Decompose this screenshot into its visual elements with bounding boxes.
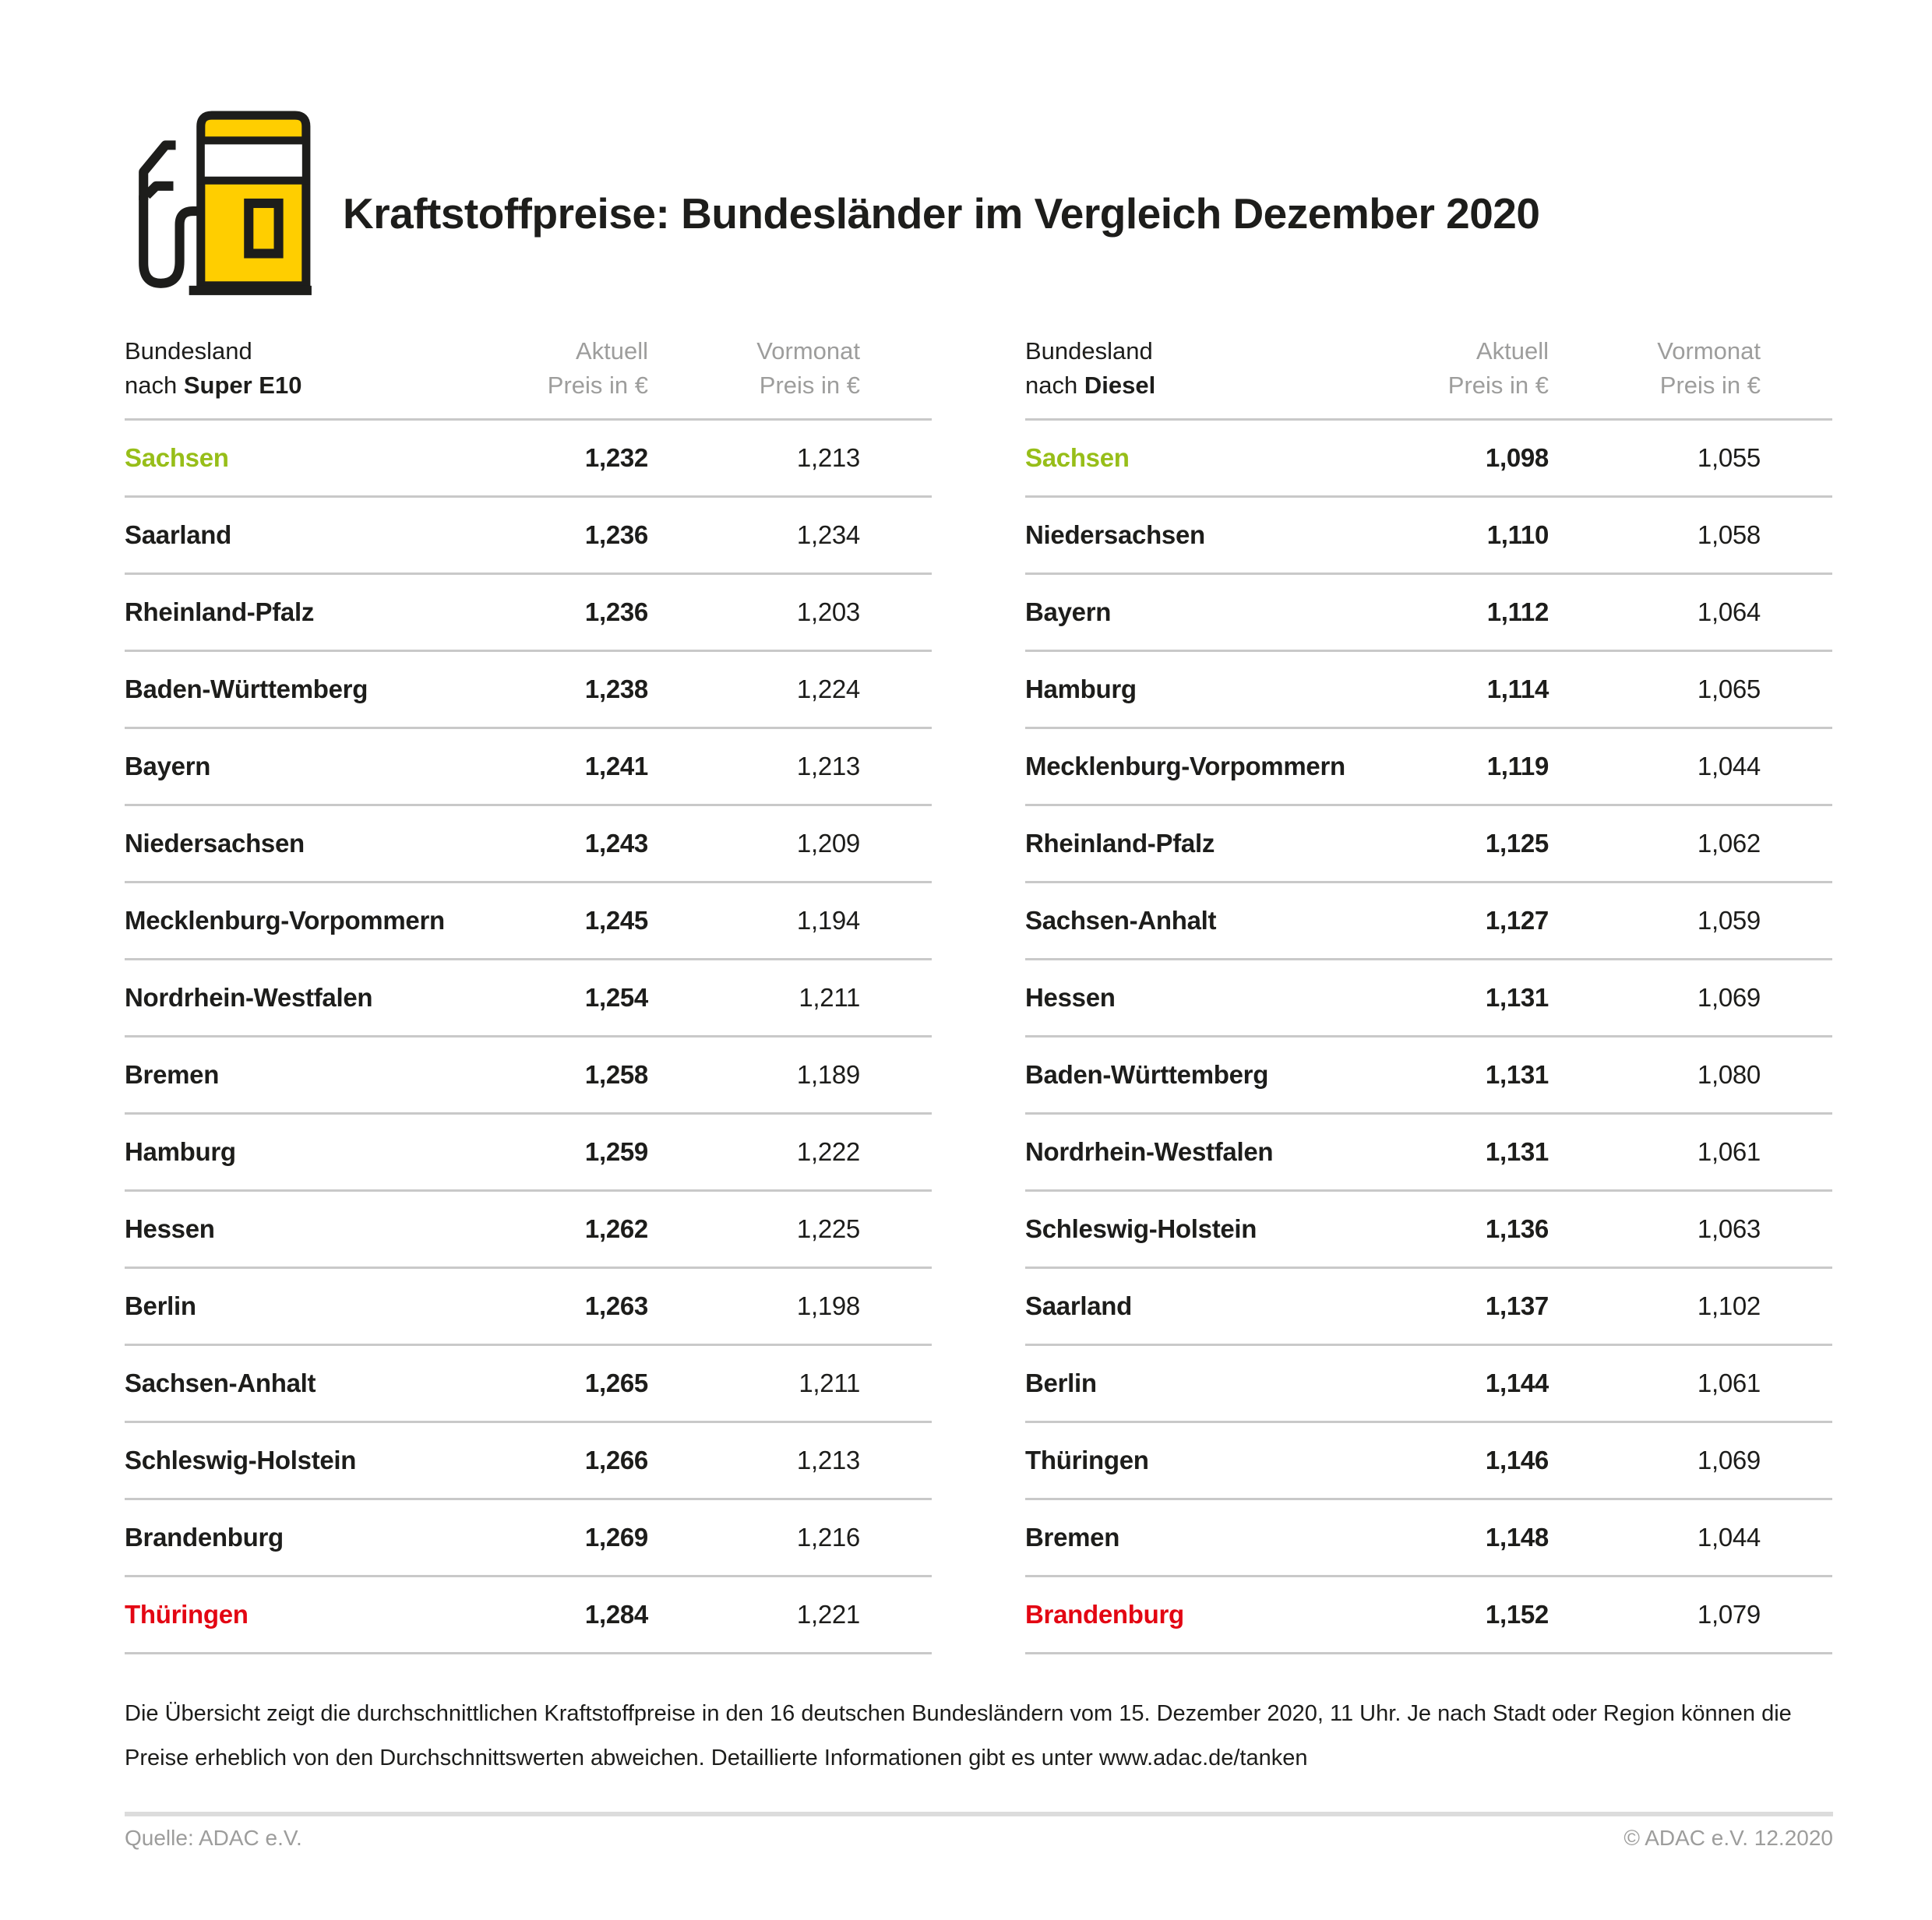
current-price: 1,131	[1485, 1137, 1549, 1166]
table-row	[125, 1577, 932, 1654]
brand-header	[123, 107, 1539, 308]
current-price: 1,131	[1485, 983, 1549, 1012]
state-name: Nordrhein-Westfalen	[1025, 1137, 1274, 1166]
state-name: Niedersachsen	[125, 829, 305, 858]
column-header-vormonat: Vormonat Preis in €	[756, 337, 860, 399]
state-name: Rheinland-Pfalz	[125, 597, 315, 626]
price-tables	[125, 331, 1832, 1654]
state-name: Thüringen	[1025, 1446, 1149, 1474]
current-price: 1,266	[584, 1446, 648, 1474]
page-title: Kraftstoffpreise: Bundesländer im Vergleich Dezember 2020	[343, 189, 1540, 238]
state-name: Bayern	[125, 752, 211, 780]
table-row	[125, 1115, 932, 1192]
current-price: 1,137	[1485, 1291, 1549, 1320]
previous-month-price: 1,211	[799, 1369, 860, 1397]
table-row	[1025, 1115, 1832, 1192]
footer-divider	[125, 1812, 1833, 1816]
previous-month-price: 1,059	[1697, 906, 1761, 935]
state-name: Brandenburg	[1025, 1600, 1184, 1629]
previous-month-price: 1,213	[796, 752, 860, 780]
current-price: 1,262	[584, 1214, 648, 1243]
previous-month-price: 1,189	[796, 1060, 860, 1089]
current-price: 1,136	[1485, 1214, 1549, 1243]
footnote-line-2: Preise erheblich von den Durchschnittswerten abweichen. Detaillierte Informationen gibt es unter www.adac.de/tanken	[125, 1746, 1308, 1770]
source-label: Quelle: ADAC e.V.	[125, 1826, 302, 1850]
table-row	[1025, 652, 1832, 729]
current-price: 1,236	[584, 520, 648, 549]
table-row	[125, 1423, 932, 1500]
state-name: Bremen	[125, 1060, 220, 1089]
table-row	[1025, 421, 1832, 498]
table-row	[125, 652, 932, 729]
table-row	[125, 1192, 932, 1269]
table-row	[125, 1500, 932, 1577]
previous-month-price: 1,065	[1697, 675, 1761, 703]
state-name: Saarland	[125, 520, 231, 549]
state-name: Sachsen-Anhalt	[125, 1369, 316, 1397]
previous-month-price: 1,234	[796, 520, 860, 549]
column-header-aktuell: Aktuell Preis in €	[547, 337, 648, 399]
current-price: 1,236	[584, 597, 648, 626]
previous-month-price: 1,221	[796, 1600, 860, 1629]
table-body	[1025, 421, 1832, 1654]
current-price: 1,258	[584, 1060, 648, 1089]
table-row	[1025, 575, 1832, 652]
current-price: 1,125	[1485, 829, 1549, 858]
previous-month-price: 1,213	[796, 1446, 860, 1474]
state-name: Baden-Württemberg	[125, 675, 368, 703]
previous-month-price: 1,069	[1697, 1446, 1761, 1474]
fuel-pump-icon	[123, 107, 319, 308]
current-price: 1,127	[1485, 906, 1549, 935]
current-price: 1,232	[584, 443, 648, 472]
state-name: Mecklenburg-Vorpommern	[1025, 752, 1345, 780]
current-price: 1,269	[584, 1523, 648, 1552]
state-name: Bayern	[1025, 597, 1112, 626]
state-name: Mecklenburg-Vorpommern	[125, 906, 445, 935]
fuel-type-label: Super E10	[183, 372, 302, 399]
previous-month-price: 1,079	[1697, 1600, 1761, 1629]
previous-month-price: 1,064	[1697, 597, 1761, 626]
footnote-line-1: Die Übersicht zeigt die durchschnittlichen Kraftstoffpreise in den 16 deutschen Bundesländern vom 15. Dezember 2020, 11 Uhr. Je nach Stadt oder Region können die	[125, 1701, 1792, 1726]
table-body	[125, 421, 932, 1654]
current-price: 1,241	[584, 752, 648, 780]
table-row	[1025, 498, 1832, 575]
state-name: Hessen	[1025, 983, 1116, 1012]
table-header	[125, 331, 932, 421]
table-row	[1025, 1577, 1832, 1654]
current-price: 1,148	[1485, 1523, 1549, 1552]
previous-month-price: 1,102	[1697, 1291, 1761, 1320]
table-header	[1025, 331, 1832, 421]
column-header-bundesland: Bundesland nach Diesel	[1025, 337, 1156, 399]
state-name: Saarland	[1025, 1291, 1132, 1320]
current-price: 1,243	[584, 829, 648, 858]
state-name: Berlin	[125, 1291, 196, 1320]
table-row	[1025, 1192, 1832, 1269]
table-row	[1025, 1038, 1832, 1115]
current-price: 1,146	[1485, 1446, 1549, 1474]
current-price: 1,152	[1485, 1600, 1549, 1629]
state-name: Sachsen	[1025, 443, 1130, 472]
current-price: 1,265	[584, 1369, 648, 1397]
current-price: 1,119	[1486, 752, 1549, 780]
previous-month-price: 1,222	[796, 1137, 860, 1166]
current-price: 1,263	[584, 1291, 648, 1320]
table-row	[1025, 1346, 1832, 1423]
current-price: 1,259	[584, 1137, 648, 1166]
table-row	[125, 421, 932, 498]
table-row	[125, 806, 932, 883]
table-row	[1025, 883, 1832, 960]
previous-month-price: 1,213	[796, 443, 860, 472]
previous-month-price: 1,203	[796, 597, 860, 626]
footer	[125, 1826, 1833, 1851]
state-name: Brandenburg	[125, 1523, 284, 1552]
current-price: 1,110	[1486, 520, 1549, 549]
table-row	[125, 575, 932, 652]
table-row	[125, 1346, 932, 1423]
copyright-label: © ADAC e.V. 12.2020	[1624, 1826, 1833, 1850]
current-price: 1,131	[1485, 1060, 1549, 1089]
table-row	[1025, 1269, 1832, 1346]
current-price: 1,144	[1485, 1369, 1549, 1397]
previous-month-price: 1,209	[796, 829, 860, 858]
state-name: Schleswig-Holstein	[1025, 1214, 1257, 1243]
state-name: Bremen	[1025, 1523, 1120, 1552]
table-row	[1025, 960, 1832, 1038]
state-name: Nordrhein-Westfalen	[125, 983, 373, 1012]
previous-month-price: 1,069	[1697, 983, 1761, 1012]
previous-month-price: 1,211	[799, 983, 860, 1012]
current-price: 1,245	[584, 906, 648, 935]
previous-month-price: 1,044	[1697, 752, 1761, 780]
table-row	[1025, 729, 1832, 806]
previous-month-price: 1,061	[1697, 1137, 1761, 1166]
table-super-e10	[125, 331, 932, 1654]
previous-month-price: 1,062	[1697, 829, 1761, 858]
state-name: Hessen	[125, 1214, 215, 1243]
state-name: Thüringen	[125, 1600, 249, 1629]
previous-month-price: 1,063	[1697, 1214, 1761, 1243]
previous-month-price: 1,198	[796, 1291, 860, 1320]
state-name: Rheinland-Pfalz	[1025, 829, 1215, 858]
table-row	[125, 498, 932, 575]
current-price: 1,112	[1486, 597, 1549, 626]
previous-month-price: 1,061	[1697, 1369, 1761, 1397]
previous-month-price: 1,058	[1697, 520, 1761, 549]
previous-month-price: 1,224	[796, 675, 860, 703]
current-price: 1,238	[584, 675, 648, 703]
state-name: Hamburg	[125, 1137, 236, 1166]
current-price: 1,254	[584, 983, 648, 1012]
column-header-vormonat: Vormonat Preis in €	[1657, 337, 1761, 399]
table-row	[1025, 1423, 1832, 1500]
state-name: Schleswig-Holstein	[125, 1446, 357, 1474]
previous-month-price: 1,216	[796, 1523, 860, 1552]
previous-month-price: 1,044	[1697, 1523, 1761, 1552]
state-name: Baden-Württemberg	[1025, 1060, 1269, 1089]
table-diesel	[1025, 331, 1832, 1654]
table-row	[1025, 806, 1832, 883]
table-row	[125, 883, 932, 960]
state-name: Sachsen	[125, 443, 229, 472]
current-price: 1,098	[1485, 443, 1549, 472]
table-row	[125, 729, 932, 806]
previous-month-price: 1,194	[796, 906, 860, 935]
footnote	[125, 1692, 1835, 1781]
previous-month-price: 1,055	[1697, 443, 1761, 472]
current-price: 1,114	[1486, 675, 1549, 703]
current-price: 1,284	[584, 1600, 648, 1629]
table-row	[125, 960, 932, 1038]
state-name: Niedersachsen	[1025, 520, 1205, 549]
state-name: Sachsen-Anhalt	[1025, 906, 1217, 935]
table-row	[125, 1269, 932, 1346]
table-row	[125, 1038, 932, 1115]
state-name: Hamburg	[1025, 675, 1137, 703]
column-header-bundesland: Bundesland nach Super E10	[125, 337, 302, 399]
previous-month-price: 1,225	[796, 1214, 860, 1243]
column-header-aktuell: Aktuell Preis in €	[1447, 337, 1549, 399]
state-name: Berlin	[1025, 1369, 1097, 1397]
table-row	[1025, 1500, 1832, 1577]
previous-month-price: 1,080	[1697, 1060, 1761, 1089]
fuel-type-label: Diesel	[1084, 372, 1156, 399]
